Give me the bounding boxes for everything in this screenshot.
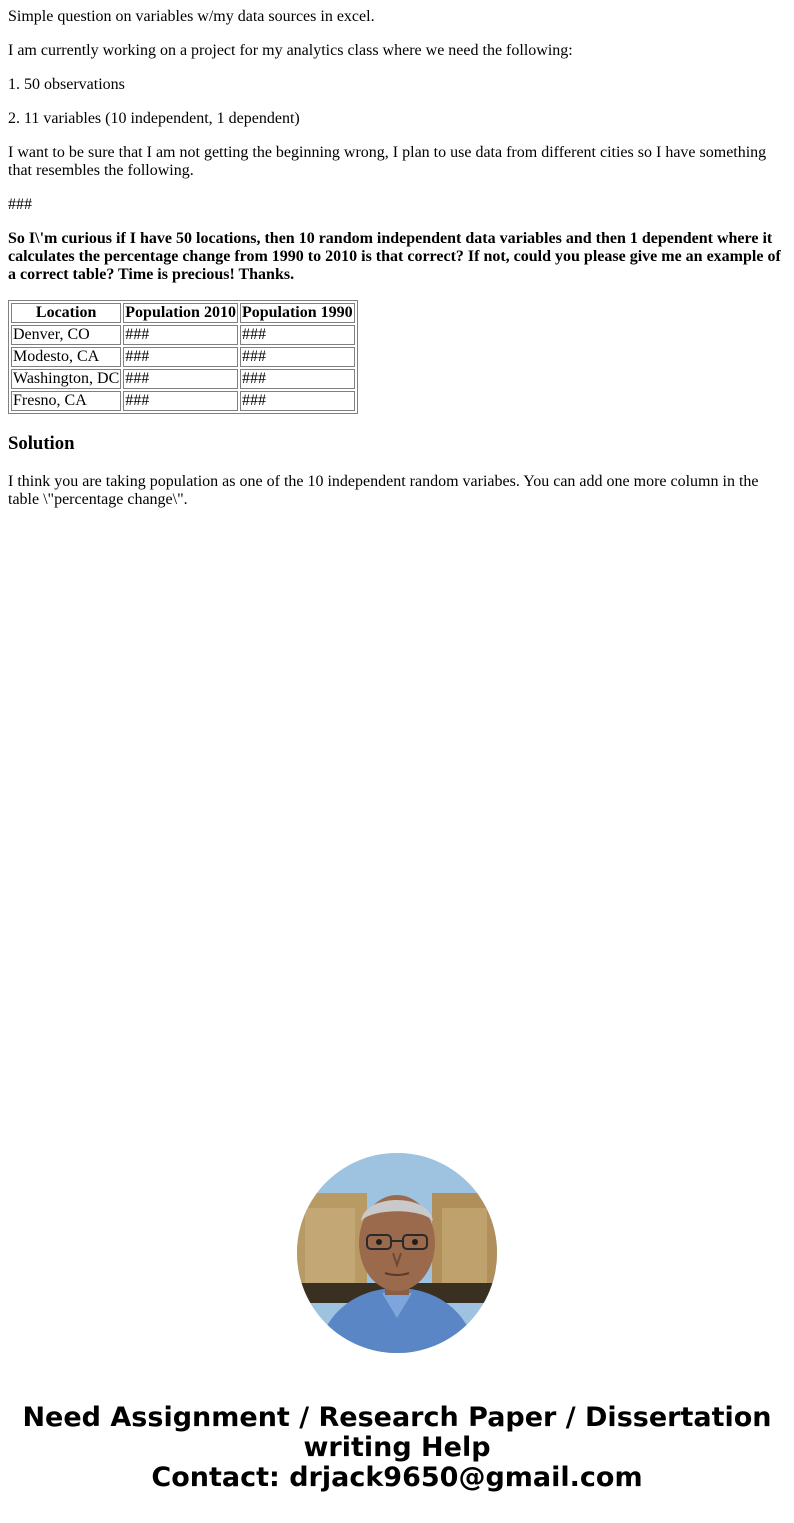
promo-line-1: Need Assignment / Research Paper / Dissertation bbox=[22, 1402, 772, 1433]
table-cell: Washington, DC bbox=[13, 370, 120, 387]
table-row bbox=[11, 369, 355, 389]
table-cell: ### bbox=[123, 391, 238, 411]
table-header-cell: Location bbox=[11, 303, 121, 323]
placeholder-text: ### bbox=[8, 196, 32, 213]
table-cell: ### bbox=[123, 347, 238, 367]
requirement-item-2: 2. 11 variables (10 independent, 1 dependent) bbox=[8, 110, 300, 127]
table-cell: ### bbox=[123, 369, 238, 389]
question-context: I want to be sure that I am not getting the beginning wrong, I plan to use data from different cities so I have something that resembles the following. bbox=[8, 144, 767, 179]
promo-contact: Contact: drjack9650@gmail.com bbox=[151, 1462, 643, 1493]
table-cell: ### bbox=[240, 325, 355, 345]
table-cell: Fresno, CA bbox=[11, 391, 121, 411]
table-header-row bbox=[11, 303, 355, 323]
solution-heading: Solution bbox=[8, 433, 75, 454]
table-cell: ### bbox=[123, 325, 238, 345]
solution-text: I think you are taking population as one of the 10 independent random variabes. You can add one more column in the table \"percentage change\". bbox=[8, 473, 759, 508]
table-cell: ### bbox=[240, 369, 355, 389]
table-header-cell: Population 1990 bbox=[241, 304, 353, 321]
table-row bbox=[11, 325, 355, 345]
table-header-cell: Population 2010 bbox=[125, 304, 236, 321]
table-cell: ### bbox=[240, 391, 355, 411]
question-title: Simple question on variables w/my data sources in excel. bbox=[8, 8, 375, 25]
bold-question: So I\'m curious if I have 50 locations, then 10 random independent data variables and then 1 dependent where it calculates the percentage change from 1990 to 2010 is that correct? If not, could you please give me an example of a correct table? Time is precious! Thanks. bbox=[8, 230, 781, 283]
promo-line-2: writing Help bbox=[303, 1432, 491, 1463]
requirement-item-1: 1. 50 observations bbox=[8, 76, 125, 93]
question-intro: I am currently working on a project for my analytics class where we need the following: bbox=[8, 42, 573, 59]
author-avatar bbox=[297, 1153, 497, 1353]
promo-banner bbox=[0, 1403, 794, 1493]
population-table bbox=[8, 300, 358, 414]
table-cell: ### bbox=[240, 347, 355, 367]
table-row bbox=[11, 347, 355, 367]
table-row bbox=[11, 391, 355, 411]
person-photo-icon bbox=[297, 1153, 497, 1353]
table-cell: Modesto, CA bbox=[11, 347, 121, 367]
table-cell: Denver, CO bbox=[11, 325, 121, 345]
